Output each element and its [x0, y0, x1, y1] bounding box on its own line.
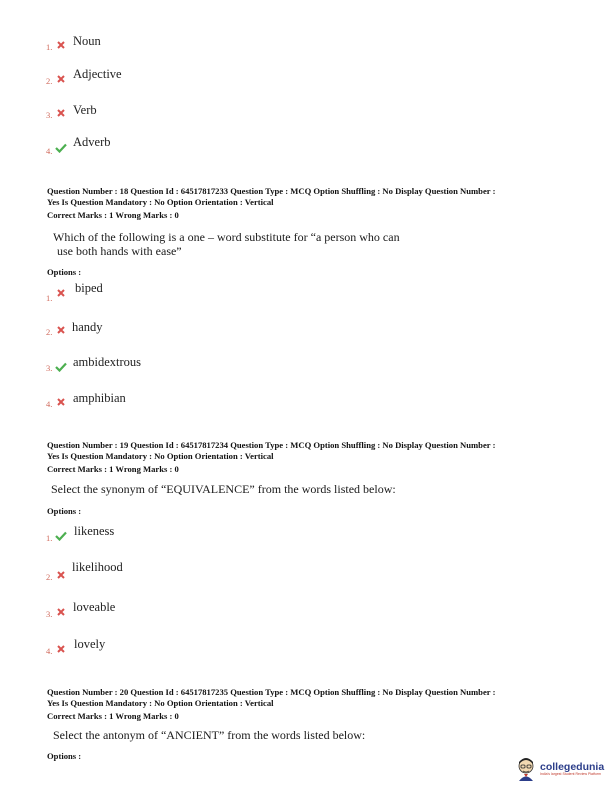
- options-label: Options :: [47, 751, 82, 761]
- option-number: 2.: [46, 572, 53, 582]
- option-number: 4.: [46, 399, 53, 409]
- question-marks: Correct Marks : 1 Wrong Marks : 0: [47, 210, 179, 220]
- mascot-icon: [516, 757, 536, 781]
- option-number: 1.: [46, 293, 53, 303]
- question-text-line2: use both hands with ease”: [57, 244, 182, 258]
- option-text: likelihood: [72, 560, 123, 574]
- collegedunia-logo: [516, 757, 604, 781]
- question-meta-line1: Question Number : 19 Question Id : 64517817234 Question Type : MCQ Option Shuffling : No Display Question Number :: [47, 440, 496, 450]
- logo-name: collegedunia: [540, 760, 605, 773]
- cross-icon: [57, 41, 65, 49]
- option-text: likeness: [74, 524, 115, 538]
- question-text-line1: Select the synonym of “EQUIVALENCE” from the words listed below:: [51, 482, 396, 496]
- option-text: loveable: [73, 600, 116, 614]
- cross-icon: [57, 608, 65, 616]
- option-number: 3.: [46, 363, 53, 373]
- check-icon: [55, 531, 67, 541]
- question-meta-line1: Question Number : 18 Question Id : 64517817233 Question Type : MCQ Option Shuffling : No Display Question Number :: [47, 186, 496, 196]
- cross-icon: [57, 75, 65, 83]
- option-number: 4.: [46, 646, 53, 656]
- option-number: 1.: [46, 42, 53, 52]
- option-text: Noun: [73, 34, 101, 48]
- check-icon: [55, 362, 67, 372]
- cross-icon: [57, 326, 65, 334]
- question-block-18: [0, 182, 612, 412]
- question-meta-line2: Yes Is Question Mandatory : No Option Orientation : Vertical: [47, 698, 274, 708]
- question-meta-line2: Yes Is Question Mandatory : No Option Orientation : Vertical: [47, 197, 274, 207]
- option-text: biped: [75, 281, 103, 295]
- question-marks: Correct Marks : 1 Wrong Marks : 0: [47, 711, 179, 721]
- logo-text: [540, 762, 604, 777]
- logo-tagline: India's largest Student Review Platform: [540, 771, 601, 776]
- option-number: 4.: [46, 146, 53, 156]
- cross-icon: [57, 571, 65, 579]
- option-text: Adjective: [73, 67, 122, 81]
- options-label: Options :: [47, 506, 82, 516]
- option-text: amphibian: [73, 391, 126, 405]
- option-text: Adverb: [73, 135, 111, 149]
- cross-icon: [57, 398, 65, 406]
- option-text: ambidextrous: [73, 355, 142, 369]
- prev-question-options: [0, 0, 612, 160]
- question-meta-line2: Yes Is Question Mandatory : No Option Orientation : Vertical: [47, 451, 274, 461]
- check-icon: [55, 143, 67, 153]
- question-block-19: [0, 436, 612, 656]
- question-text-line1: Which of the following is a one – word substitute for “a person who can: [53, 230, 400, 244]
- options-label: Options :: [47, 267, 82, 277]
- cross-icon: [57, 289, 65, 297]
- question-marks: Correct Marks : 1 Wrong Marks : 0: [47, 464, 179, 474]
- option-number: 2.: [46, 327, 53, 337]
- question-text-line1: Select the antonym of “ANCIENT” from the words listed below:: [53, 728, 366, 742]
- option-text: lovely: [74, 637, 106, 651]
- option-number: 2.: [46, 76, 53, 86]
- cross-icon: [57, 645, 65, 653]
- option-text: handy: [72, 320, 103, 334]
- cross-icon: [57, 109, 65, 117]
- option-number: 1.: [46, 533, 53, 543]
- option-text: Verb: [73, 103, 97, 117]
- question-meta-line1: Question Number : 20 Question Id : 64517817235 Question Type : MCQ Option Shuffling : No Display Question Number :: [47, 687, 496, 697]
- option-number: 3.: [46, 609, 53, 619]
- option-number: 3.: [46, 110, 53, 120]
